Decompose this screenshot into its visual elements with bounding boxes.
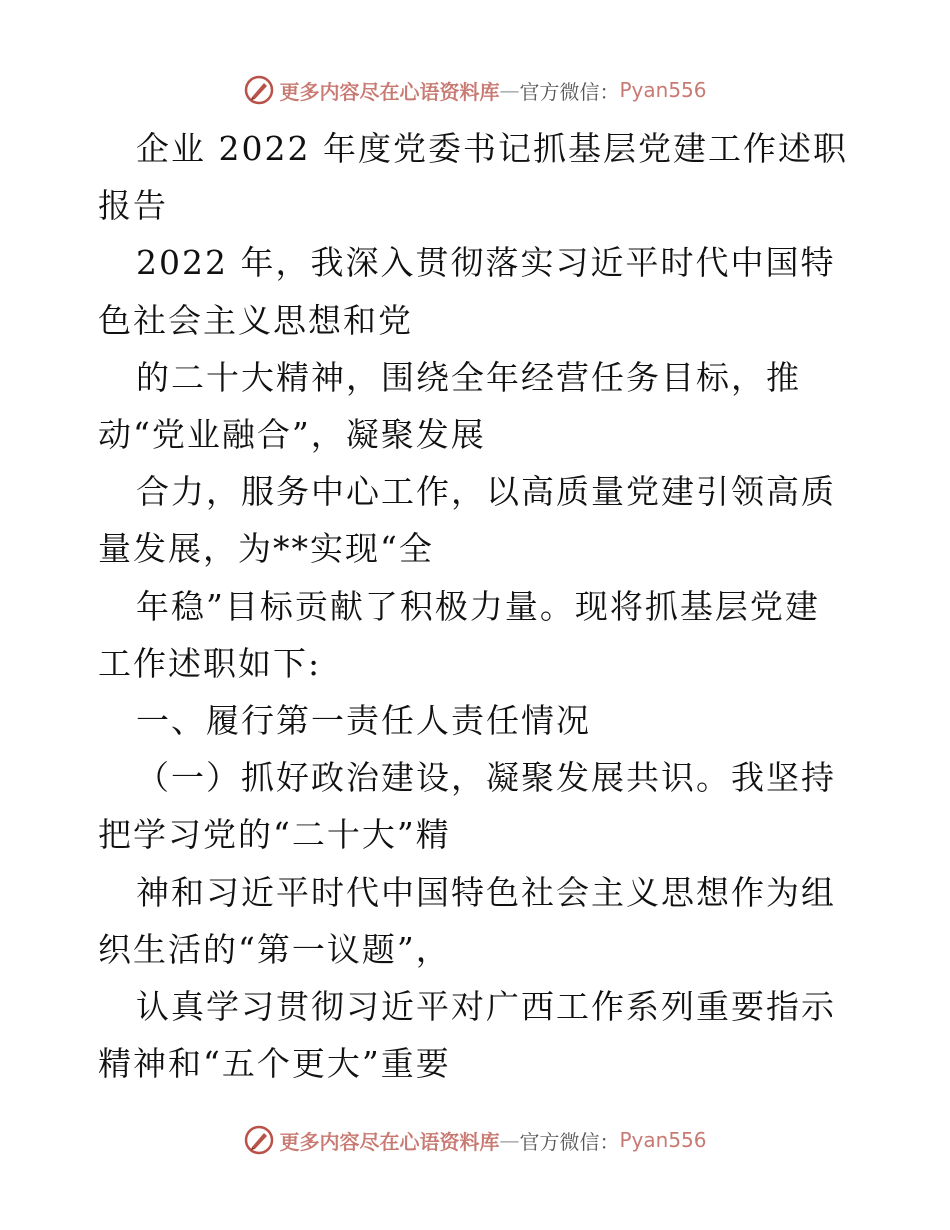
document-title: 企业 2022 年度党委书记抓基层党建工作述职报告 [98, 129, 848, 226]
paragraph-line: 年稳”目标贡献了积极力量。现将抓基层党建工作述职如下: [98, 586, 820, 683]
banner-wechat-id: Pyan556 [619, 1128, 707, 1152]
footer-watermark-banner [0, 1120, 950, 1160]
section-heading: 一、履行第一责任人责任情况 [136, 701, 591, 741]
document-body [98, 120, 854, 1092]
paragraph-line: 神和习近平时代中国特色社会主义思想作为组织生活的“第一议题”， [98, 872, 836, 969]
banner-wechat-id: Pyan556 [619, 78, 707, 102]
paragraph-line: （一）抓好政治建设，凝聚发展共识。我坚持把学习党的“二十大”精 [98, 758, 836, 855]
pen-logo-icon [243, 74, 275, 106]
banner-main-text: 更多内容尽在心语资料库 [279, 1129, 500, 1154]
banner-separator: — [499, 1128, 520, 1152]
banner-main-text: 更多内容尽在心语资料库 [279, 79, 500, 104]
banner-wechat-label: 官方微信： [519, 79, 620, 104]
paragraph-line: 的二十大精神，围绕全年经营任务目标，推动“党业融合”，凝聚发展 [98, 357, 801, 455]
paragraph-line: 合力，服务中心工作，以高质量党建引领高质量发展，为**实现“全 [98, 472, 836, 569]
banner-separator: — [499, 78, 520, 102]
header-watermark-banner [0, 70, 950, 110]
paragraph-line: 认真学习贯彻习近平对广西工作系列重要指示精神和“五个更大”重要 [98, 987, 836, 1084]
paragraph-line: 2022 年，我深入贯彻落实习近平时代中国特色社会主义思想和党 [98, 243, 836, 340]
banner-wechat-label: 官方微信： [519, 1129, 620, 1154]
pen-logo-icon [243, 1124, 275, 1156]
